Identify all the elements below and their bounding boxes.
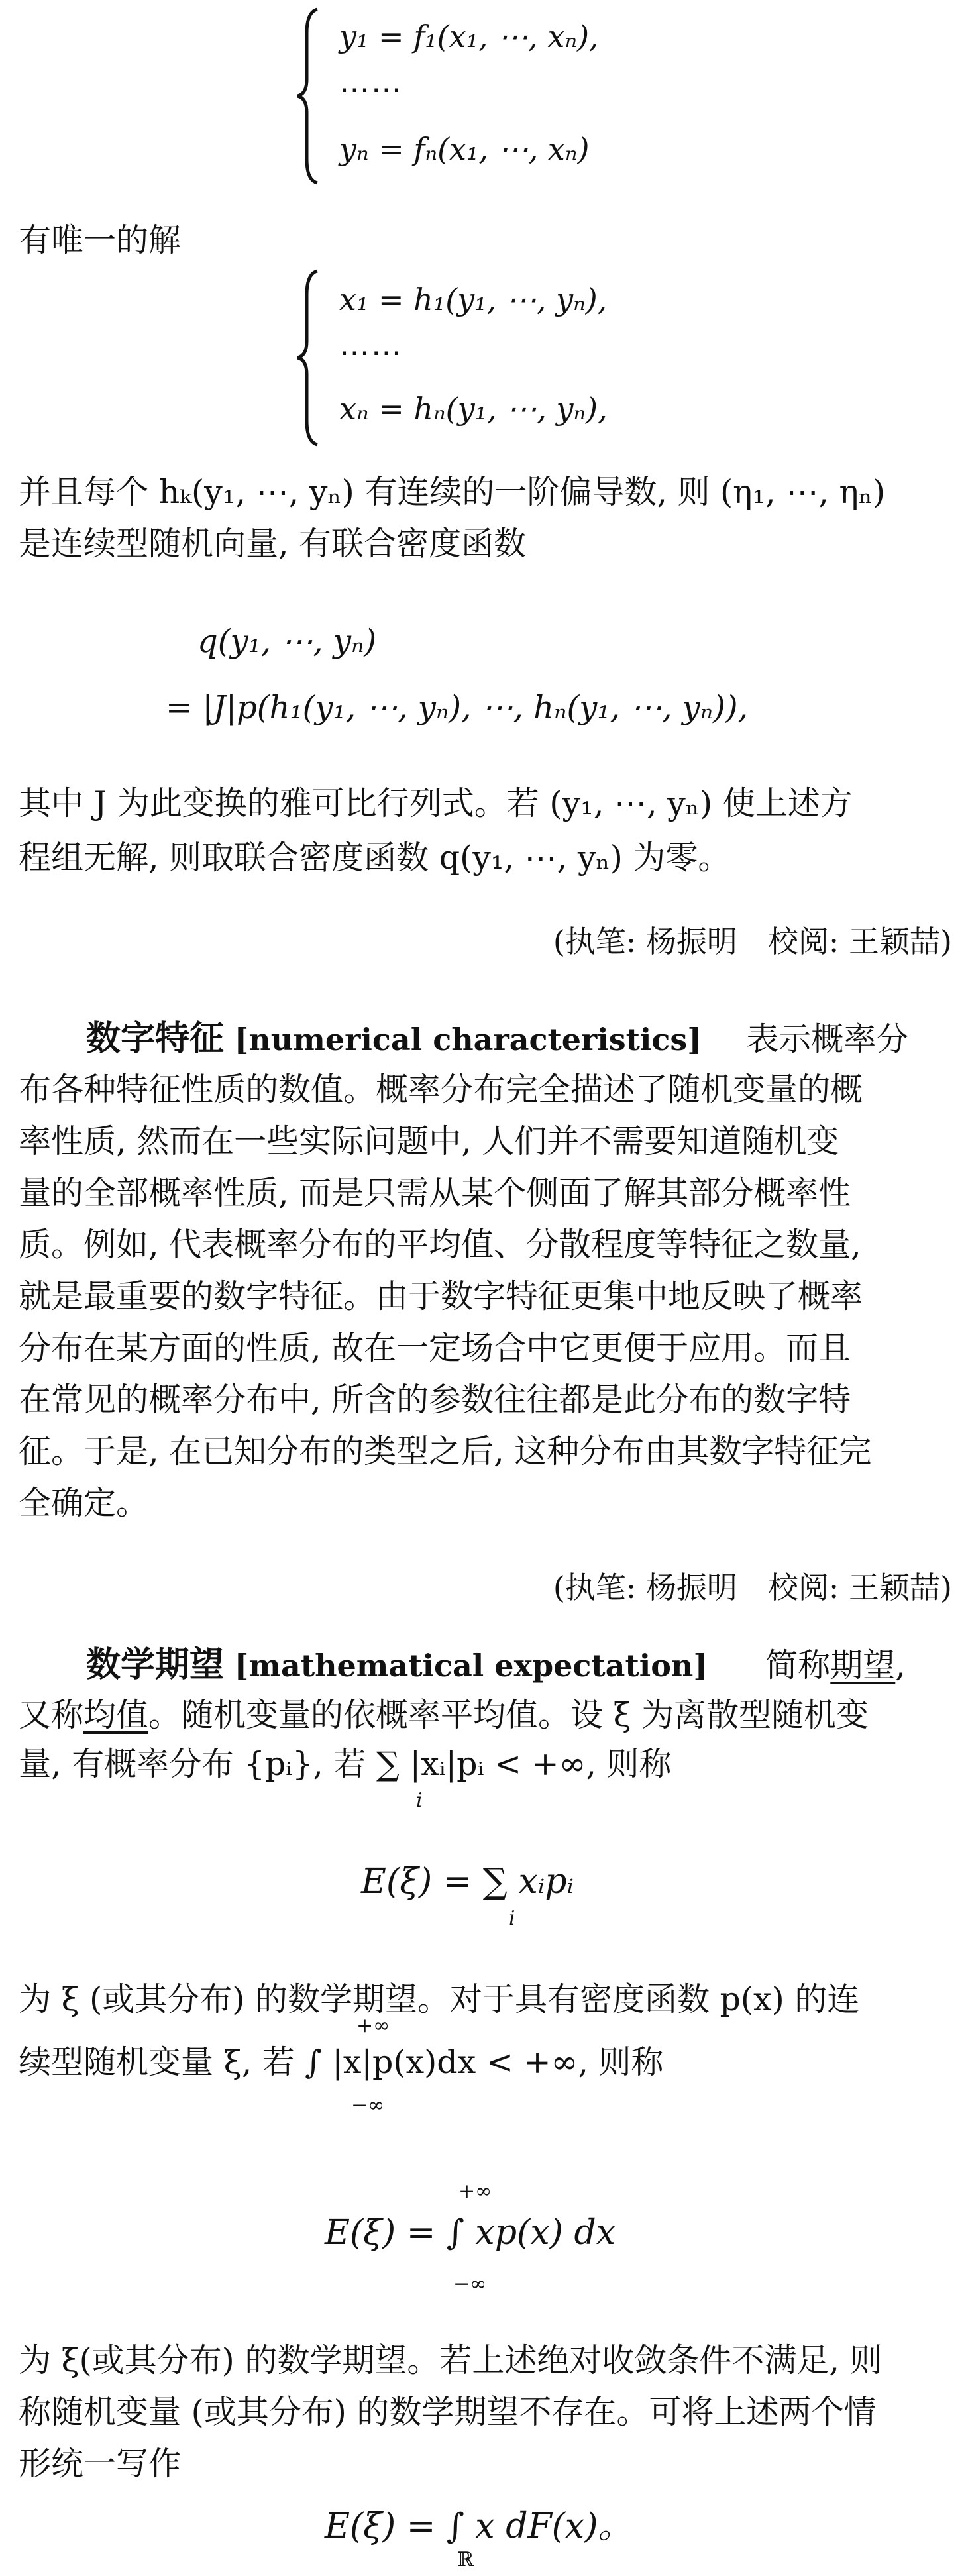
entry-numerical-line: 征。于是, 在已知分布的类型之后, 这种分布由其数字特征完 [19,1432,872,1470]
entry-expectation-line6: 为 ξ(或其分布) 的数学期望。若上述绝对收敛条件不满足, 则 [19,2341,883,2379]
entry-numerical-line: 量的全部概率性质, 而是只需从某个侧面了解其部分概率性 [19,1174,851,1212]
entry-term-en: [numerical characteristics] [234,1022,702,1057]
para2-line2: 程组无解, 则取联合密度函数 q(y₁, ⋯, yₙ) 为零。 [19,839,731,877]
integral-upper-limit: +∞ [458,2180,492,2203]
entry-expectation-line3: 量, 有概率分布 {pᵢ}, 若 ∑ |xᵢ|pᵢ < +∞, 则称 [19,1745,672,1783]
entry-numerical-line: 率性质, 然而在一些实际问题中, 人们并不需要知道随机变 [19,1122,839,1160]
system1-line3: yₙ = fₙ(x₁, ⋯, xₙ) [339,131,590,167]
para1-line1: 并且每个 hₖ(y₁, ⋯, yₙ) 有连续的一阶偏导数, 则 (η₁, ⋯, ηₙ) [19,473,886,511]
entry-first-line-rest: 表示概率分 [746,1020,909,1058]
entry-expectation-line5: 续型随机变量 ξ, 若 ∫ |x|p(x)dx < +∞, 则称 [19,2043,664,2081]
density-line2: = |J|p(h₁(y₁, ⋯, yₙ), ⋯, hₙ(y₁, ⋯, yₙ)), [166,689,748,726]
synonym-term: 均值 [83,1696,149,1734]
sum-subscript: i [509,1907,515,1930]
entry-numerical-line: 布各种特征性质的数值。概率分布完全描述了随机变量的概 [19,1071,863,1108]
integral-domain-subscript: ℝ [457,2548,474,2571]
entry-numerical-heading [86,1017,947,1061]
para1-line2: 是连续型随机向量, 有联合密度函数 [19,525,527,563]
integral-lower-limit: −∞ [351,2094,385,2117]
entry-numerical-line: 就是最重要的数字特征。由于数字特征更集中地反映了概率 [19,1277,863,1315]
system2-line1: x₁ = h₁(y₁, ⋯, yₙ), [339,282,608,317]
entry-numerical-line: 全确定。 [19,1484,149,1522]
punctuation: , [895,1646,906,1684]
entry-expectation-line4: 为 ξ (或其分布) 的数学期望。对于具有密度函数 p(x) 的连 [19,1980,860,2018]
text-run: 。随机变量的依概率平均值。设 ξ 为离散型随机变 [148,1696,869,1734]
sum-subscript: i [416,1789,423,1812]
density-line1: q(y₁, ⋯, yₙ) [197,623,377,660]
expectation-continuous-formula: E(ξ) = ∫ xp(x) dx [325,2213,616,2253]
entry-term-cn: 数学期望 [86,1645,225,1685]
text-run: 又称 [19,1696,84,1734]
expectation-discrete-formula: E(ξ) = ∑ xᵢpᵢ [361,1862,574,1902]
left-brace [295,268,321,447]
system2-dots: ⋯⋯ [339,335,403,370]
credit-line: (执笔: 杨振明 校阅: 王颖喆) [553,924,952,959]
para2-line1: 其中 J 为此变换的雅可比行列式。若 (y₁, ⋯, yₙ) 使上述方 [19,784,853,822]
synonym-term: 期望 [830,1646,896,1684]
system2-line3: xₙ = hₙ(y₁, ⋯, yₙ), [339,391,608,427]
expectation-stieltjes-formula: E(ξ) = ∫ x dF(x)。 [325,2506,633,2546]
entry-expectation-line7: 称随机变量 (或其分布) 的数学期望不存在。可将上述两个情 [19,2393,877,2431]
system1-dots: ⋯⋯ [339,72,403,107]
entry-term-en: [mathematical expectation] [234,1648,708,1684]
entry-expectation-heading [86,1643,947,1688]
entry-expectation-line8: 形统一写作 [19,2445,182,2483]
has-unique-solution: 有唯一的解 [19,221,182,259]
entry-numerical-line: 在常见的概率分布中, 所含的参数往往都是此分布的数字特 [19,1381,851,1419]
system1-line1: y₁ = f₁(x₁, ⋯, xₙ), [339,19,599,54]
entry-numerical-line: 分布在某方面的性质, 故在一定场合中它更便于应用。而且 [19,1329,851,1367]
integral-lower-limit: −∞ [453,2273,487,2296]
integral-upper-limit: +∞ [356,2014,390,2037]
entry-expectation-line2 [19,1693,953,1737]
entry-term-cn: 数字特征 [86,1019,225,1059]
entry-first-line-rest: 简称 [765,1646,831,1684]
entry-numerical-line: 质。例如, 代表概率分布的平均值、分散程度等特征之数量, [19,1226,861,1263]
left-brace [295,7,321,186]
credit-line: (执笔: 杨振明 校阅: 王颖喆) [553,1570,952,1605]
